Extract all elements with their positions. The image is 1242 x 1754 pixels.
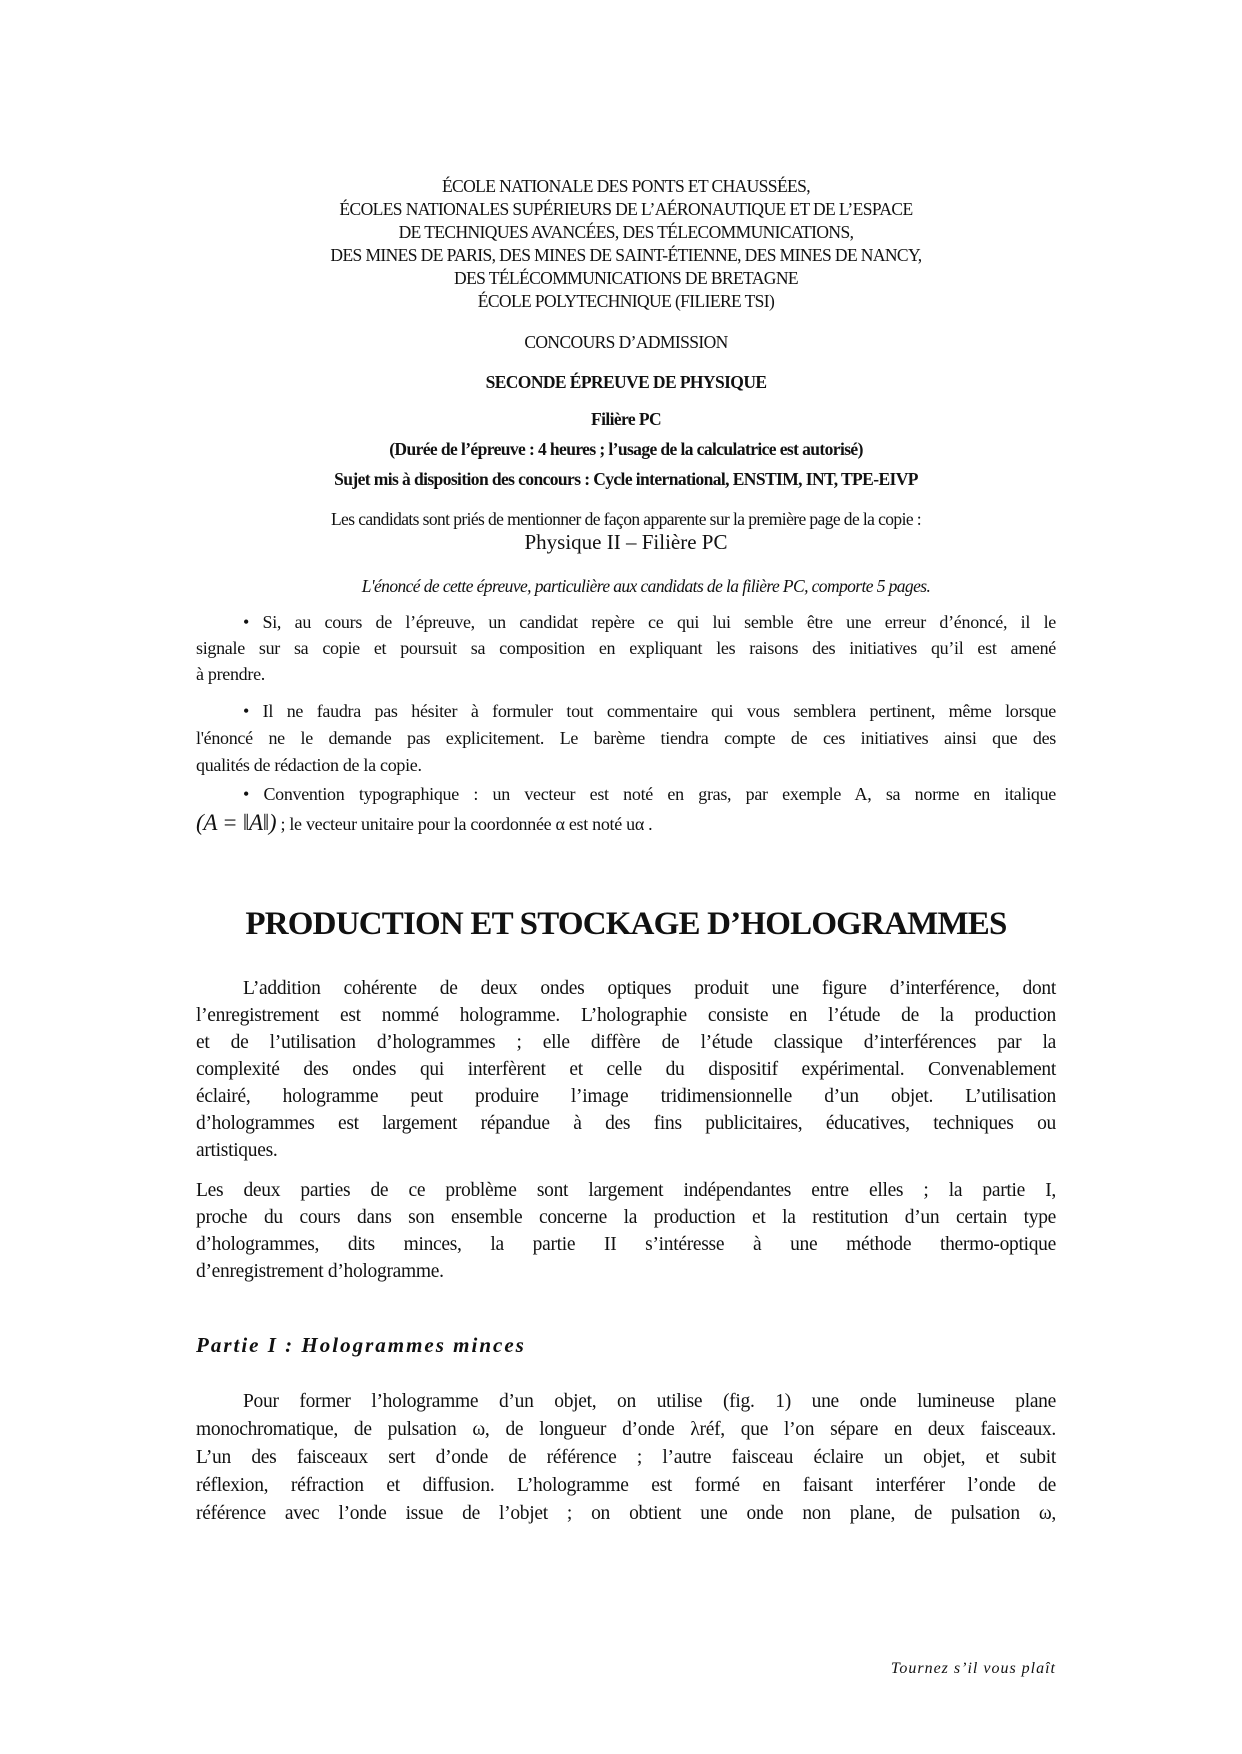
turn-page-note: Tournez s’il vous plaît [890,1660,1056,1677]
paragraph-line: Pour former l’hologramme d’un objet, on utilise (fig. 1) une onde lumineuse plane [243,1391,1056,1412]
school-line: DES MINES DE PARIS, DES MINES DE SAINT-ÉTIENNE, DES MINES DE NANCY, [330,245,922,265]
paragraph-line: d’hologrammes est largement répandue à des fins publicitaires, éducatives, techniques ou [196,1113,1056,1134]
bullet-1-line: à prendre. [196,664,265,684]
duree-note: (Durée de l’épreuve : 4 heures ; l’usage de la calculatrice est autorisé) [389,439,863,459]
school-line: ÉCOLE POLYTECHNIQUE (FILIERE TSI) [477,291,775,311]
paragraph-line: référence avec l’onde issue de l’objet ; on obtient une onde non plane, de pulsation ω, [196,1503,1056,1524]
concours-label: CONCOURS D’ADMISSION [524,332,728,352]
school-line: DE TECHNIQUES AVANCÉES, DES TÉLECOMMUNICATIONS, [398,222,854,242]
mention-note: Les candidats sont priés de mentionner de façon apparente sur la première page de la copie : [330,509,922,529]
school-line: ÉCOLE NATIONALE DES PONTS ET CHAUSSÉES, [441,176,811,196]
bullet-1-line: signale sur sa copie et poursuit sa composition en expliquant les raisons des initiatives qu’il est amené [196,638,1056,658]
pages-note: L'énoncé de cette épreuve, particulière aux candidats de la filière PC, comporte 5 pages. [361,576,931,596]
paragraph-line: L’addition cohérente de deux ondes optiques produit une figure d’interférence, dont [243,978,1056,999]
school-line: DES TÉLÉCOMMUNICATIONS DE BRETAGNE [454,268,798,288]
paragraph-line: réflexion, réfraction et diffusion. L’hologramme est formé en faisant interférer l’onde de [196,1475,1056,1496]
school-line: ÉCOLES NATIONALES SUPÉRIEURS DE L’AÉRONAUTIQUE ET DE L’ESPACE [339,199,913,219]
section-title: Partie I : Hologrammes minces [196,1333,526,1357]
bullet-2-line: • Il ne faudra pas hésiter à formuler tout commentaire qui vous semblera pertinent, même lorsque [243,701,1056,721]
paragraph-line: d’enregistrement d’hologramme. [196,1261,444,1282]
paragraph-line: proche du cours dans son ensemble concerne la production et la restitution d’un certain type [196,1207,1056,1228]
bullet-1-line: • Si, au cours de l’épreuve, un candidat repère ce qui lui semble être une erreur d’énoncé, il le [243,612,1056,632]
main-title: PRODUCTION ET STOCKAGE D’HOLOGRAMMES [245,906,1007,942]
paragraph-line: monochromatique, de pulsation ω, de longueur d’onde λréf, que l’on sépare en deux faisceaux. [196,1419,1056,1440]
bullet-3-line: ; le vecteur unitaire pour la coordonnée α est noté uα . [280,814,653,834]
paragraph-line: d’hologrammes, dits minces, la partie II s’intéresse à une méthode thermo-optique [196,1234,1056,1255]
paragraph-line: Les deux parties de ce problème sont largement indépendantes entre elles ; la partie I, [196,1180,1056,1201]
paragraph-line: et de l’utilisation d’hologrammes ; elle diffère de l’étude classique d’interférences par la [196,1032,1056,1053]
bullet-2-line: l'énoncé ne le demande pas explicitement. Le barème tiendra compte de ces initiatives ainsi que des [196,728,1056,748]
paragraph-line: artistiques. [196,1140,278,1161]
sujet-note: Sujet mis à disposition des concours : Cycle international, ENSTIM, INT, TPE-EIVP [334,469,918,489]
paragraph-line: éclairé, hologramme peut produire l’image tridimensionnelle d’un objet. L’utilisation [196,1086,1056,1107]
epreuve-title: SECONDE ÉPREUVE DE PHYSIQUE [485,372,767,392]
paragraph-line: l’enregistrement est nommé hologramme. L’holographie consiste en l’étude de la production [196,1005,1056,1026]
paragraph-line: L’un des faisceaux sert d’onde de référence ; l’autre faisceau éclaire un objet, et subit [196,1447,1056,1468]
bullet-3-line: • Convention typographique : un vecteur est noté en gras, par exemple A, sa norme en italique [243,784,1056,804]
bullet-2-line: qualités de rédaction de la copie. [196,755,422,775]
filiere-label: Filière PC [591,409,661,429]
norm-formula: (A = ‖A‖) [196,810,277,835]
copie-title: Physique II – Filière PC [524,530,728,554]
paragraph-line: complexité des ondes qui interfèrent et celle du dispositif expérimental. Convenablement [196,1059,1056,1080]
